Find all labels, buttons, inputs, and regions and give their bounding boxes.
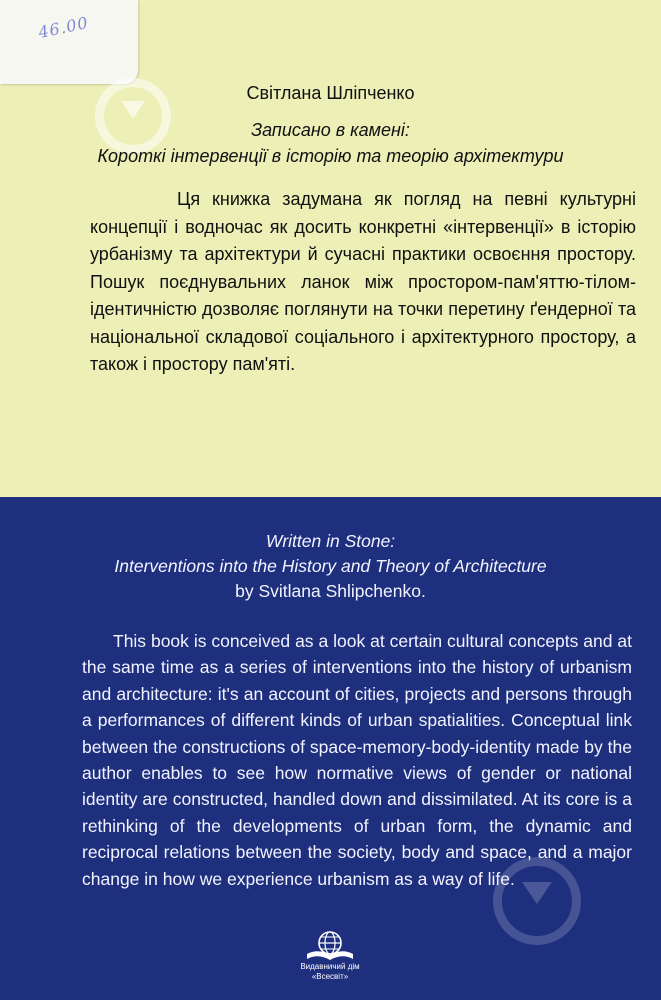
- description-ua: [90, 186, 636, 379]
- title-line-1-ua: Записано в камені:: [251, 120, 410, 140]
- byline-en: by Svitlana Shlipchenko.: [235, 581, 426, 601]
- description-en: [82, 628, 632, 892]
- publisher-name-line1: Видавничий дім: [300, 962, 360, 971]
- title-line-2-en: Interventions into the History and Theory of Architecture: [114, 556, 547, 576]
- title-line-1-en: Written in Stone:: [265, 531, 396, 551]
- upper-panel: [0, 0, 661, 497]
- description-ua-text: Ця книжка задумана як погляд на певні культурні концепції і водночас як досить конкретні «інтервенції» в історію урбанізму та архітектури й сучасні практики освоєння простору. Пошук поєднувальних ланок між простором-пам'яттю-тілом-ідентичністю дозволяє поглянути на точки перетину ґендерної та національної складової соціального і архітектурного простору, а також і простору пам'яті.: [90, 189, 636, 374]
- description-en-text: This book is conceived as a look at certain cultural concepts and at the same time as a series of interventions into the history of urbanism and architecture: it's an account of cities, projects and persons through a performances of different kinds of urban spatialities. Conceptual link between the constructions of space-memory-body-identity made by the author enables to see how normative views of gender or national identity are constructed, handled down and dissimilated. At its core is a rethinking of the developments of urban form, the dynamic and reciprocal relations between the society, body and space, and a major change in how we experience urbanism as a way of life.: [82, 631, 632, 889]
- book-title-ua: [0, 117, 661, 169]
- publisher-name-line2: «Всесвіт»: [311, 972, 349, 981]
- book-title-en: [0, 529, 661, 604]
- price-note: 46.00: [36, 12, 91, 43]
- globe-book-icon: [303, 928, 357, 962]
- author-name-ua: Світлана Шліпченко: [246, 83, 415, 103]
- publisher-logo: [290, 928, 370, 982]
- price-sticker: [0, 0, 138, 84]
- title-line-2-ua: Короткі інтервенції в історію та теорію архітектури: [97, 146, 564, 166]
